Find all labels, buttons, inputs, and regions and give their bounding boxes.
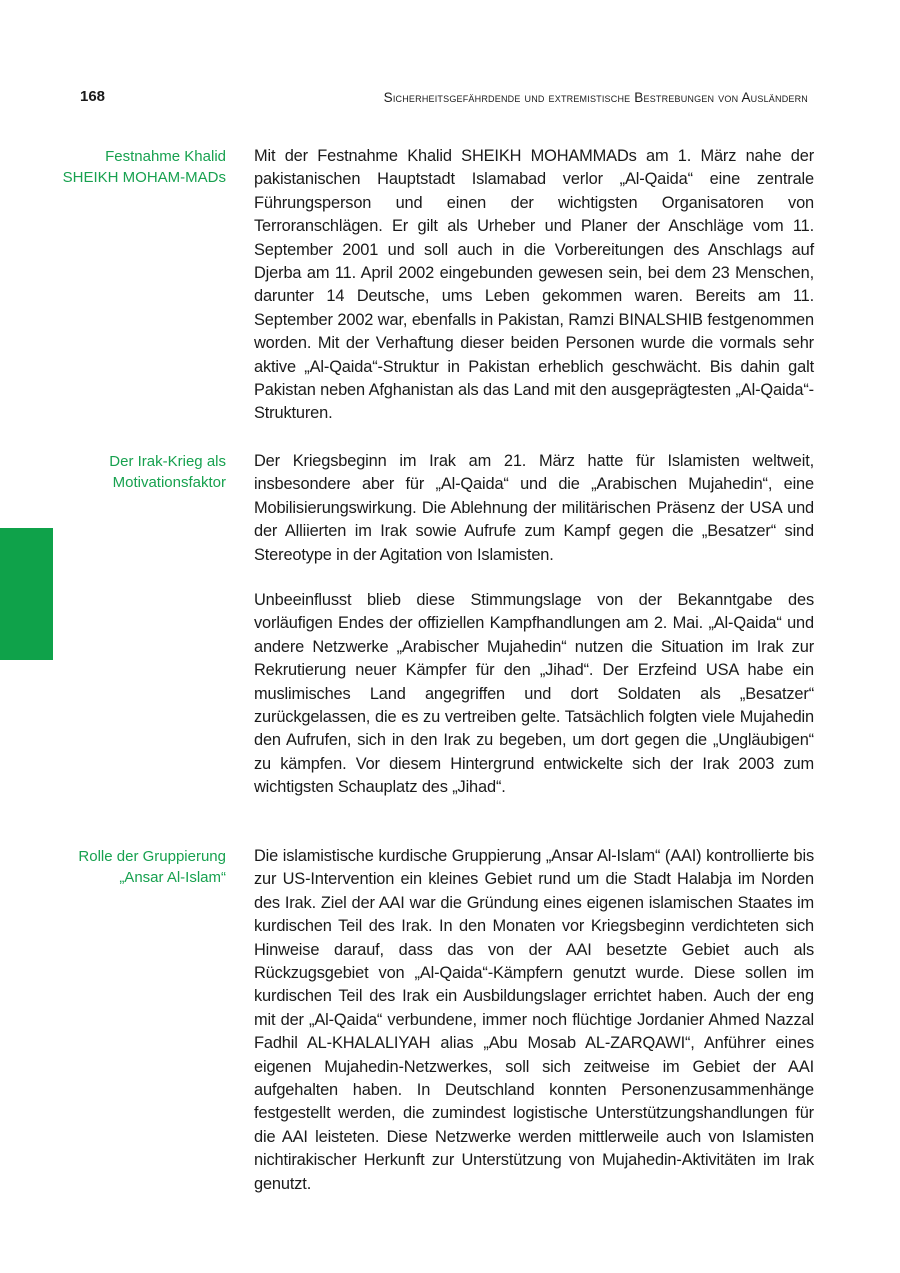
marginal-note-festnahme: Festnahme Khalid SHEIKH MOHAM-MADs — [62, 148, 226, 186]
marginal-note-irak-krieg: Der Irak-Krieg als Motivationsfaktor — [109, 453, 226, 491]
chapter-side-tab — [0, 528, 53, 660]
marginal-note-ansar-al-islam: Rolle der Gruppierung „Ansar Al-Islam“ — [78, 848, 226, 886]
paragraph-festnahme: Mit der Festnahme Khalid SHEIKH MOHAMMADs am 1. März nahe der pakistanischen Hauptstadt Islamabad verlor „Al-Qaida“ eine zentrale Führungsperson und einen der wichtigsten Organisatoren von Terroranschlägen. Er gilt als Urheber und Planer der Anschläge vom 11. September 2001 und soll auch in die Vorbereitungen des Anschlags auf Djerba am 11. April 2002 eingebunden gewesen sein, bei dem 23 Menschen, darunter 14 Deutsche, ums Leben gekommen waren. Bereits am 11. September 2002 war, ebenfalls in Pakistan, Ramzi BINALSHIB festgenommen worden. Mit der Verhaftung dieser beiden Personen wurde die vormals sehr aktive „Al-Qaida“-Struktur in Pakistan erheblich geschwächt. Bis dahin galt Pakistan neben Afghanistan als das Land mit den ausgeprägtesten „Al-Qaida“-Strukturen. — [254, 147, 814, 423]
paragraph-stimmungslage: Unbeeinflusst blieb diese Stimmungslage von der Bekanntgabe des vorläufigen Endes der offiziellen Kampfhandlungen am 2. Mai. „Al-Qaida“ und andere Netzwerke „Arabischer Mujahedin“ nutzen die Situation im Irak zur Rekrutierung neuer Kämpfer für den „Jihad“. Der Erzfeind USA habe ein muslimisches Land angegriffen und dort Soldaten als „Besatzer“ zurückgelassen, die es zu vertreiben gelte. Tatsächlich folgten viele Mujahedin den Aufrufen, sich in den Irak zu begeben, um dort gegen die „Ungläubigen“ zu kämpfen. Vor diesem Hintergrund entwickelte sich der Irak 2003 zum wichtigsten Schauplatz des „Jihad“. — [254, 591, 814, 797]
paragraph-irak-krieg: Der Kriegsbeginn im Irak am 21. März hatte für Islamisten weltweit, insbesondere aber für „Al-Qaida“ und die „Arabischen Mujahedin“, eine Mobilisierungswirkung. Die Ablehnung der militärischen Präsenz der USA und der Alliierten im Irak sowie Aufrufe zum Kampf gegen die „Besatzer“ sind Stereotype in der Agitation von Islamisten. — [254, 452, 814, 564]
running-header: Sicherheitsgefährdende und extremistische Bestrebungen von Ausländern — [383, 90, 808, 105]
page-number: 168 — [80, 88, 106, 105]
paragraph-ansar-al-islam: Die islamistische kurdische Gruppierung „Ansar Al-Islam“ (AAI) kontrollierte bis zur US-Intervention ein kleines Gebiet rund um die Stadt Halabja im Norden des Irak. Ziel der AAI war die Gründung eines eigenen islamischen Staates im kurdischen Teil des Irak. In den Monaten vor Kriegsbeginn verdichteten sich Hinweise darauf, dass das von der AAI besetzte Gebiet auch als Rückzugsgebiet von „Al-Qaida“-Kämpfern genutzt wurde. Diese sollen im kurdischen Teil des Irak ein Ausbildungslager errichtet haben. Auch der eng mit der „Al-Qaida“ verbundene, immer noch flüchtige Jordanier Ahmed Nazzal Fadhil AL-KHALALIYAH alias „Abu Mosab AL-ZARQAWI“, Anführer eines eigenen Mujahedin-Netzwerkes, soll sich zeitweise im Gebiet der AAI aufgehalten haben. In Deutschland konnten Personenzusammenhänge festgestellt werden, die zumindest logistische Unterstützungshandlungen für die AAI leisteten. Diese Netzwerke werden mittlerweile auch von Islamisten nichtirakischer Herkunft zur Unterstützung von Mujahedin-Aktivitäten im Irak genutzt. — [254, 847, 814, 1193]
